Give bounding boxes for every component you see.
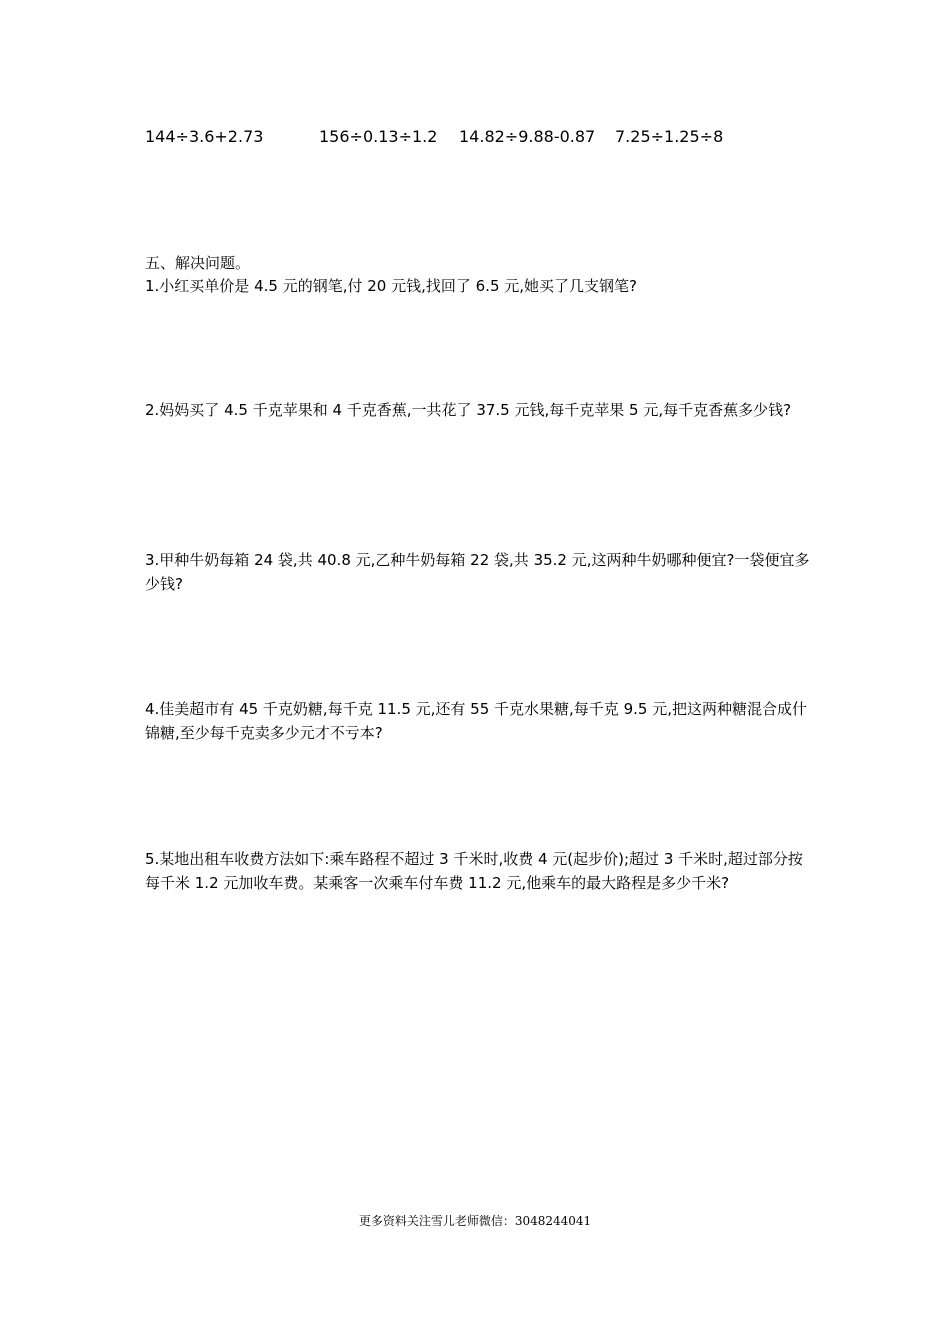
calculation-item-2: 156÷0.13÷1.2 <box>319 127 438 146</box>
problem-1: 1.小红买单价是 4.5 元的钢笔,付 20 元钱,找回了 6.5 元,她买了几支钢笔? <box>145 277 637 295</box>
problem-2: 2.妈妈买了 4.5 千克苹果和 4 千克香蕉,一共花了 37.5 元钱,每千克苹果 5 元,每千克香蕉多少钱? <box>145 401 792 419</box>
calculation-item-3: 14.82÷9.88-0.87 <box>459 127 596 146</box>
problem-3: 3.甲种牛奶每箱 24 袋,共 40.8 元,乙种牛奶每箱 22 袋,共 35.2 元,这两种牛奶哪种便宜?一袋便宜多少钱? <box>145 551 810 593</box>
problem-5: 5.某地出租车收费方法如下:乘车路程不超过 3 千米时,收费 4 元(起步价);超过 3 千米时,超过部分按每千米 1.2 元加收车费。某乘客一次乘车付车费 11.2 元,他乘车的最大路程是多少千米? <box>145 850 803 892</box>
calculation-item-1: 144÷3.6+2.73 <box>145 127 264 146</box>
footer-note: 更多资料关注雪儿老师微信：3048244041 <box>358 1214 592 1228</box>
problem-4: 4.佳美超市有 45 千克奶糖,每千克 11.5 元,还有 55 千克水果糖,每千克 9.5 元,把这两种糖混合成什锦糖,至少每千克卖多少元才不亏本? <box>145 700 807 742</box>
calculation-item-4: 7.25÷1.25÷8 <box>615 127 724 146</box>
section-title: 五、解决问题。 <box>145 254 251 272</box>
calculation-row <box>145 125 825 149</box>
